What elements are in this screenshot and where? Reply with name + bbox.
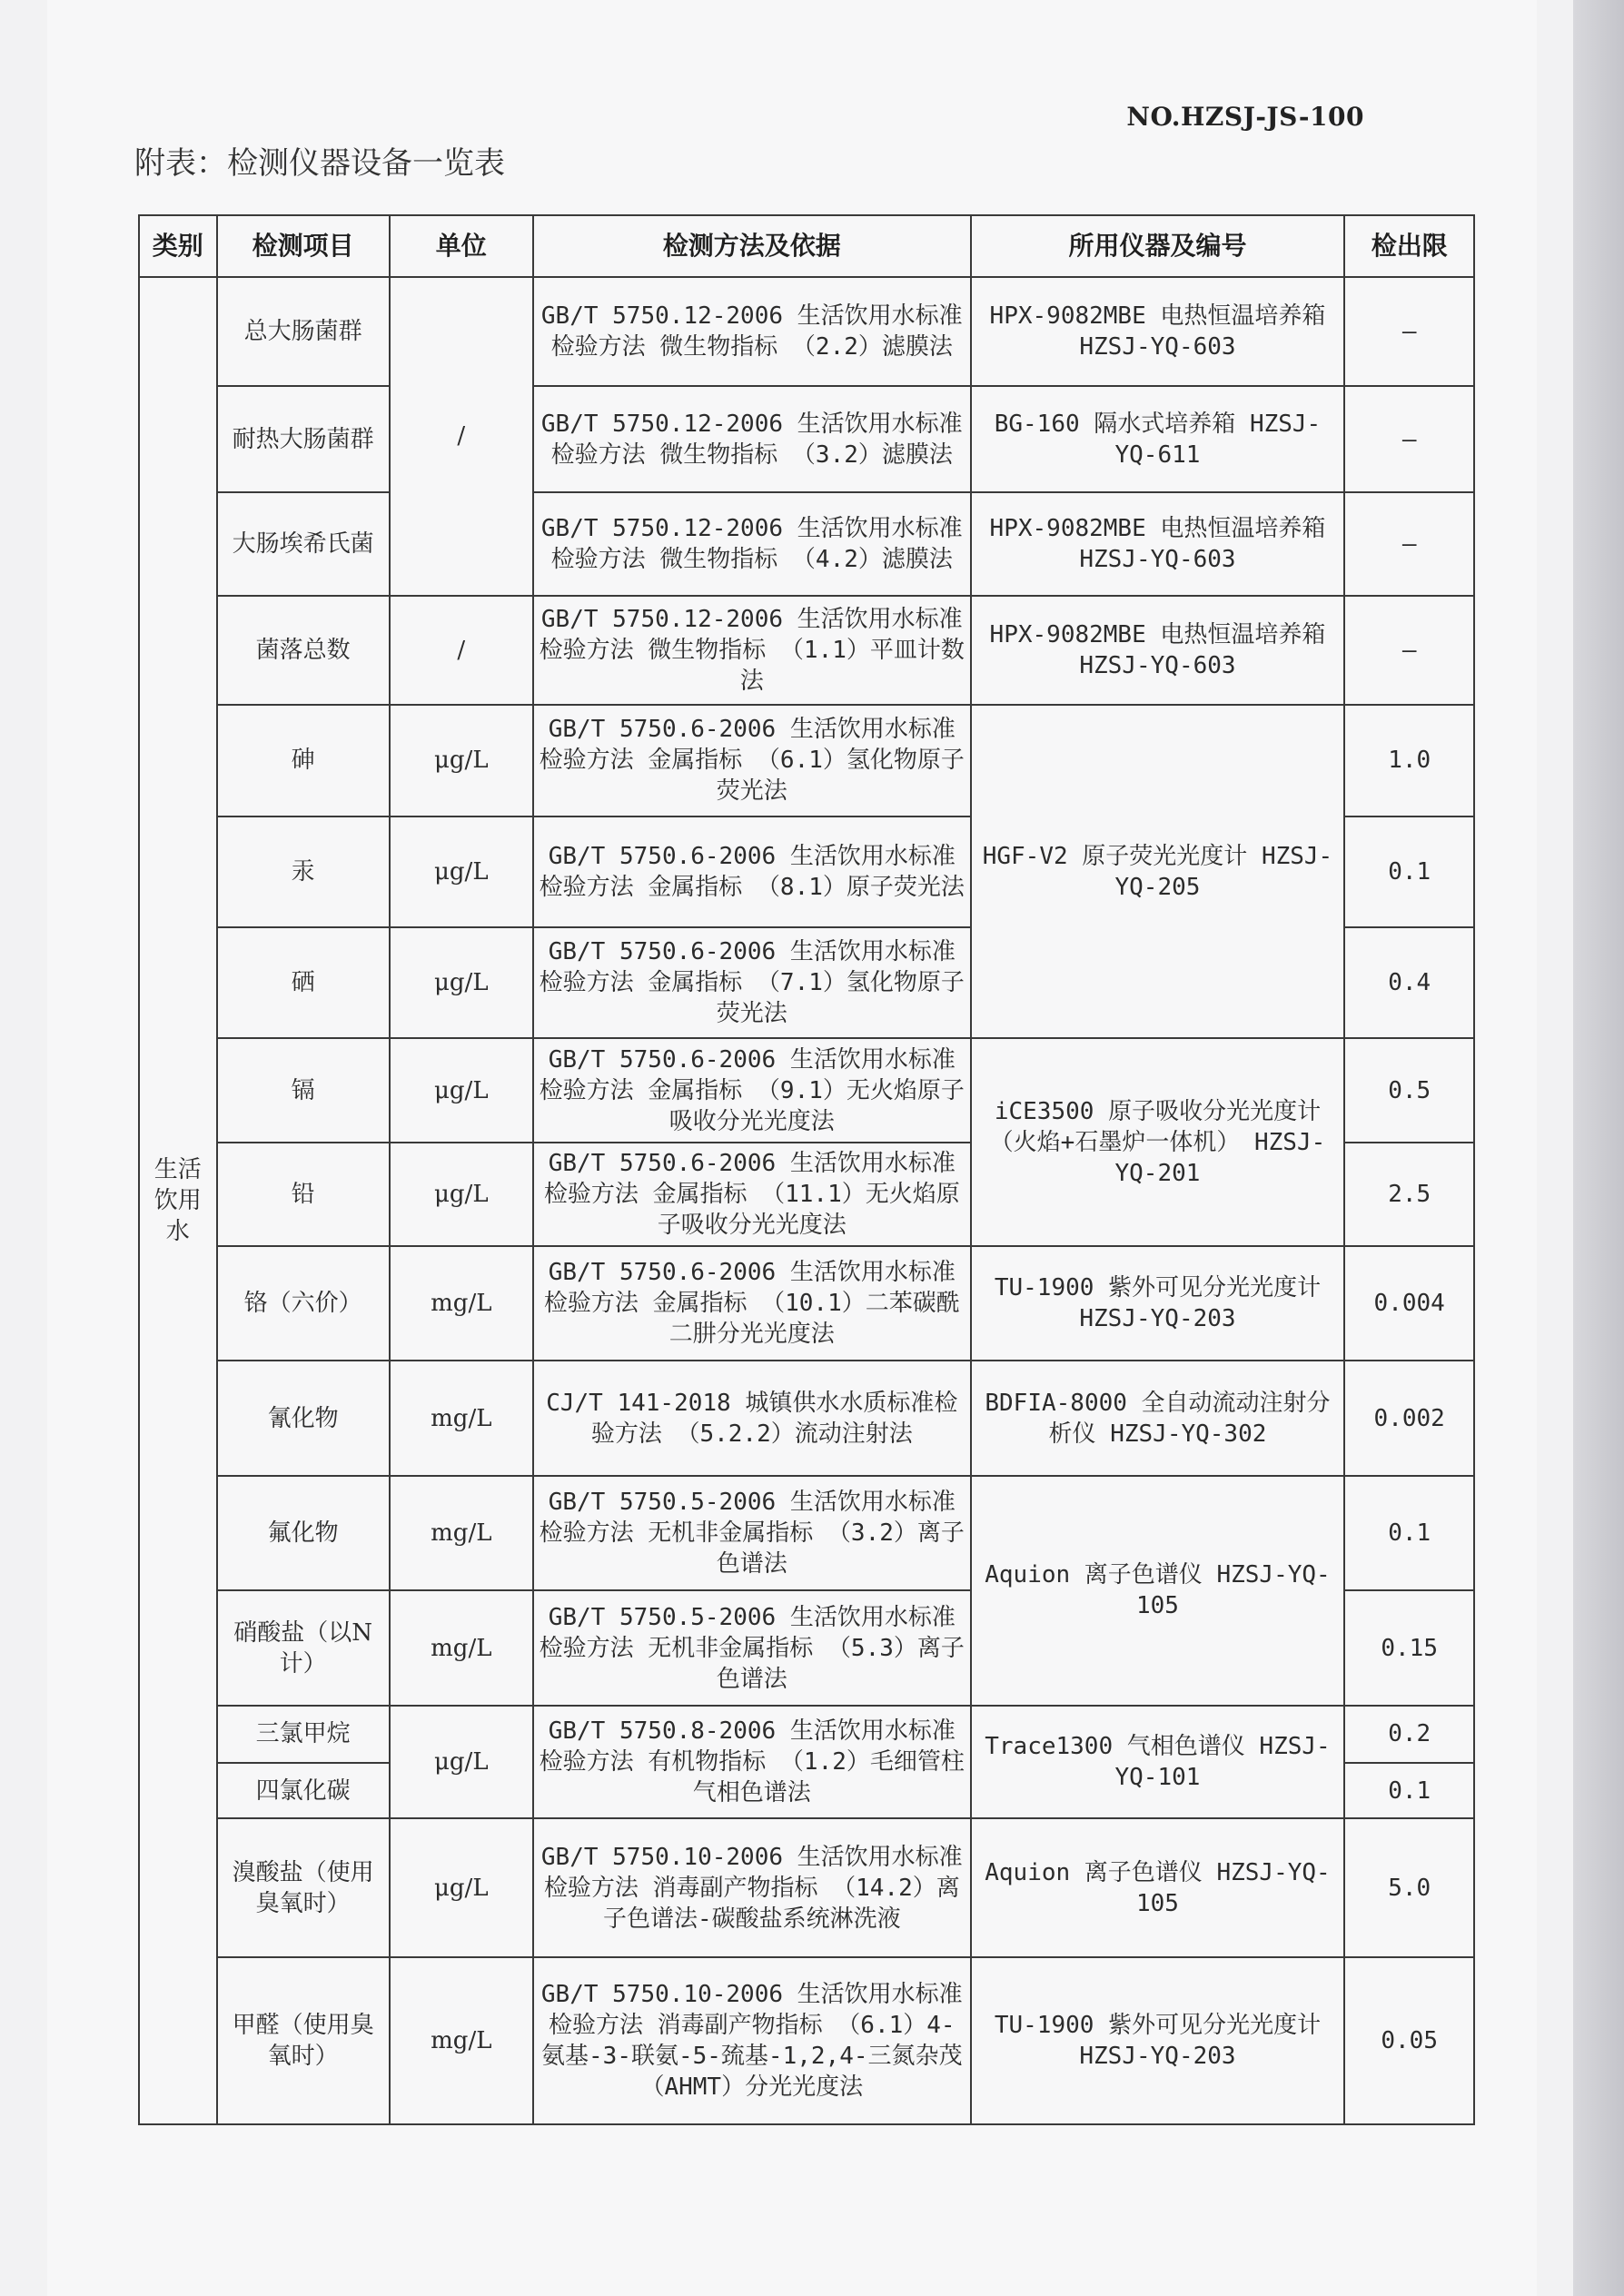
instrument-cell: TU-1900 紫外可见分光光度计 HZSJ-YQ-203 [971,1246,1345,1361]
table-row [139,1957,1474,2124]
limit-cell: 0.05 [1344,1957,1474,2124]
limit-cell: — [1344,386,1474,491]
method-cell: CJ/T 141-2018 城镇供水水质标准检验方法 （5.2.2）流动注射法 [533,1361,971,1475]
limit-cell: 2.5 [1344,1143,1474,1246]
instrument-cell: BDFIA-8000 全自动流动注射分析仪 HZSJ-YQ-302 [971,1361,1345,1475]
unit-cell: mg/L [390,1361,533,1475]
table-row [139,1818,1474,1957]
item-cell: 总大肠菌群 [217,277,390,386]
instrument-table [138,214,1475,2125]
method-cell: GB/T 5750.10-2006 生活饮用水标准检验方法 消毒副产物指标 （6.1）4-氨基-3-联氨-5-巯基-1,2,4-三氮杂茂（AHMT）分光光度法 [533,1957,971,2124]
limit-cell: 0.1 [1344,1763,1474,1818]
unit-cell: / [390,277,533,596]
limit-cell: 0.004 [1344,1246,1474,1361]
instrument-cell: Trace1300 气相色谱仪 HZSJ-YQ-101 [971,1706,1345,1818]
method-cell: GB/T 5750.12-2006 生活饮用水标准检验方法 微生物指标 （2.2）滤膜法 [533,277,971,386]
item-cell: 硝酸盐（以N计） [217,1590,390,1705]
method-cell: GB/T 5750.6-2006 生活饮用水标准检验方法 金属指标 （7.1）氢化物原子荧光法 [533,927,971,1038]
item-cell: 氟化物 [217,1476,390,1590]
table-row [139,705,1474,816]
table-row [139,1476,1474,1590]
unit-cell: μg/L [390,1143,533,1246]
method-cell: GB/T 5750.10-2006 生活饮用水标准检验方法 消毒副产物指标 （14.2）离子色谱法-碳酸盐系统淋洗液 [533,1818,971,1957]
item-cell: 三氯甲烷 [217,1706,390,1763]
item-cell: 镉 [217,1038,390,1142]
table-row [139,1038,1474,1142]
header-category: 类别 [139,215,217,277]
unit-cell: μg/L [390,1038,533,1142]
unit-cell: μg/L [390,927,533,1038]
method-cell: GB/T 5750.12-2006 生活饮用水标准检验方法 微生物指标 （1.1）平皿计数法 [533,596,971,705]
instrument-cell: HPX-9082MBE 电热恒温培养箱 HZSJ-YQ-603 [971,492,1345,596]
instrument-cell: HPX-9082MBE 电热恒温培养箱 HZSJ-YQ-603 [971,596,1345,705]
item-cell: 铬（六价） [217,1246,390,1361]
unit-cell: mg/L [390,1246,533,1361]
page-title: 附表：检测仪器设备一览表 [134,145,505,182]
instrument-cell: iCE3500 原子吸收分光光度计 （火焰+石墨炉一体机） HZSJ-YQ-201 [971,1038,1345,1245]
header-unit: 单位 [390,215,533,277]
instrument-cell: TU-1900 紫外可见分光光度计 HZSJ-YQ-203 [971,1957,1345,2124]
instrument-cell: Aquion 离子色谱仪 HZSJ-YQ-105 [971,1476,1345,1706]
unit-cell: mg/L [390,1476,533,1590]
table-row [139,1706,1474,1763]
method-cell: GB/T 5750.6-2006 生活饮用水标准检验方法 金属指标 （6.1）氢化物原子荧光法 [533,705,971,816]
instrument-cell: Aquion 离子色谱仪 HZSJ-YQ-105 [971,1818,1345,1957]
item-cell: 耐热大肠菌群 [217,386,390,491]
item-cell: 氰化物 [217,1361,390,1475]
limit-cell: — [1344,596,1474,705]
limit-cell: 0.4 [1344,927,1474,1038]
limit-cell: — [1344,277,1474,386]
method-cell: GB/T 5750.8-2006 生活饮用水标准检验方法 有机物指标 （1.2）毛细管柱气相色谱法 [533,1706,971,1818]
item-cell: 甲醛（使用臭氧时） [217,1957,390,2124]
method-cell: GB/T 5750.5-2006 生活饮用水标准检验方法 无机非金属指标 （3.2）离子色谱法 [533,1476,971,1590]
unit-cell: μg/L [390,1818,533,1957]
unit-cell: mg/L [390,1590,533,1705]
limit-cell: 5.0 [1344,1818,1474,1957]
unit-cell: / [390,596,533,705]
instrument-cell: HGF-V2 原子荧光光度计 HZSJ-YQ-205 [971,705,1345,1038]
header-limit: 检出限 [1344,215,1474,277]
method-cell: GB/T 5750.12-2006 生活饮用水标准检验方法 微生物指标 （4.2）滤膜法 [533,492,971,596]
item-cell: 硒 [217,927,390,1038]
item-cell: 菌落总数 [217,596,390,705]
table-header-row [139,215,1474,277]
method-cell: GB/T 5750.5-2006 生活饮用水标准检验方法 无机非金属指标 （5.3）离子色谱法 [533,1590,971,1705]
limit-cell: 0.1 [1344,816,1474,927]
document-number: NO.HZSJ-JS-100 [1126,102,1364,132]
table-row [139,1246,1474,1361]
item-cell: 汞 [217,816,390,927]
document-page [47,0,1537,2296]
page-edge-shadow [1573,0,1624,2296]
item-cell: 大肠埃希氏菌 [217,492,390,596]
unit-cell: μg/L [390,816,533,927]
unit-cell: mg/L [390,1957,533,2124]
table-row [139,277,1474,386]
limit-cell: 0.15 [1344,1590,1474,1705]
method-cell: GB/T 5750.6-2006 生活饮用水标准检验方法 金属指标 （9.1）无火焰原子吸收分光光度法 [533,1038,971,1142]
method-cell: GB/T 5750.6-2006 生活饮用水标准检验方法 金属指标 （8.1）原子荧光法 [533,816,971,927]
method-cell: GB/T 5750.6-2006 生活饮用水标准检验方法 金属指标 （10.1）二苯碳酰二肼分光光度法 [533,1246,971,1361]
header-item: 检测项目 [217,215,390,277]
limit-cell: 0.1 [1344,1476,1474,1590]
method-cell: GB/T 5750.6-2006 生活饮用水标准检验方法 金属指标 （11.1）无火焰原子吸收分光光度法 [533,1143,971,1246]
item-cell: 铅 [217,1143,390,1246]
unit-cell: μg/L [390,705,533,816]
unit-cell: μg/L [390,1706,533,1818]
category-cell: 生活饮用水 [139,277,217,2124]
table-row [139,1361,1474,1475]
header-instrument: 所用仪器及编号 [971,215,1345,277]
item-cell: 四氯化碳 [217,1763,390,1818]
limit-cell: 0.2 [1344,1706,1474,1763]
table-row [139,386,1474,491]
table-row [139,596,1474,705]
limit-cell: 1.0 [1344,705,1474,816]
limit-cell: 0.5 [1344,1038,1474,1142]
item-cell: 溴酸盐（使用臭氧时） [217,1818,390,1957]
item-cell: 砷 [217,705,390,816]
instrument-cell: HPX-9082MBE 电热恒温培养箱 HZSJ-YQ-603 [971,277,1345,386]
instrument-cell: BG-160 隔水式培养箱 HZSJ-YQ-611 [971,386,1345,491]
limit-cell: — [1344,492,1474,596]
method-cell: GB/T 5750.12-2006 生活饮用水标准检验方法 微生物指标 （3.2）滤膜法 [533,386,971,491]
header-method: 检测方法及依据 [533,215,971,277]
table-row [139,492,1474,596]
limit-cell: 0.002 [1344,1361,1474,1475]
